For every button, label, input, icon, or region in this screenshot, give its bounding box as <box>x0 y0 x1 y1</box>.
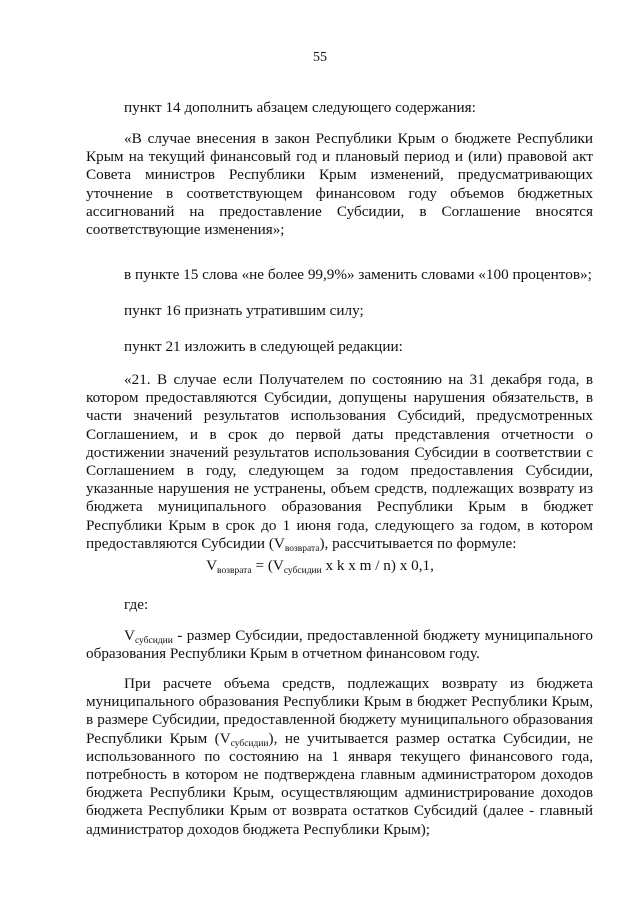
paragraph-2 <box>86 130 593 239</box>
paragraph-4: пункт 16 признать утратившим силу; <box>124 302 364 319</box>
page-number: 55 <box>313 50 327 65</box>
where-label: где: <box>124 596 149 613</box>
paragraph-6-body <box>86 371 593 553</box>
paragraph-8-post: ), не учитывается размер остатка Субсидии, не использованного по состоянию на 1 января текущего финансового года, потребность в котором не подтверждена главным администратором доходов бюджета Республики Крым, осуществляющим администрирование доходов бюджета Республики Крым от возврата остатков Субсидий (далее - главный администратор доходов бюджета Республики Крым); <box>86 729 593 838</box>
paragraph-6-text: «21. В случае если Получателем по состоянию на 31 декабря года, в котором предоставляются Субсидии, допущены нарушения обязательств, в части значений результатов использования Субсидий, предусмотренных Соглашением, и в срок до первой даты представления отчетности о достижении значений результатов использования Субсидии в соответствии с Соглашением в году, следующем за годом предоставления Субсидии, указанные нарушения не устранены, объем средств, подлежащих возврату из бюджета муниципального образования Республики Крым в бюджет Республики Крым в срок до 1 июня года, следующего за годом, в котором предоставляются Субсидии ( <box>86 371 593 552</box>
paragraph-2-text: «В случае внесения в закон Республики Крым о бюджете Республики Крым на текущий финансовый год и плановый период и (или) правовой акт Совета министров Республики Крым изменений, предусматривающих уточнение в соответствующем финансовом году объемов бюджетных ассигнований на предоставление Субсидии, в Соглашение вносятся соответствующие изменения»; <box>86 130 593 239</box>
v-subsidy-def: $V_{субсидии}$ <box>124 627 173 646</box>
paragraph-5: пункт 21 изложить в следующей редакции: <box>124 338 403 355</box>
formula: $V_{возврата} = (V_{субсидии}$ x k x m / n) x 0,1, <box>206 557 434 576</box>
v-return-inline: $V_{возврата}$ <box>273 534 320 554</box>
paragraph-6 <box>86 371 593 553</box>
paragraph-3: в пункте 15 слова «не более 99,9%» заменить словами «100 процентов»; <box>124 266 592 283</box>
definition-subsidy-text: - размер Субсидии, предоставленной бюджету муниципального образования Республики Крым в отчетном финансовом году. <box>86 627 593 663</box>
v-subsidy-inline: $V_{субсидии}$ <box>219 729 269 749</box>
paragraph-8 <box>86 675 593 839</box>
paragraph-6-tail: ), рассчитывается по формуле: <box>319 534 517 552</box>
paragraph-8-pre: При расчете объема средств, подлежащих возврату из бюджета муниципального образования Республики Крым в бюджет Республики Крым, в размере Субсидии, предоставленной бюджету муниципального образования Республики Крым ( <box>86 675 593 747</box>
definition-subsidy <box>86 627 593 663</box>
paragraph-1: пункт 14 дополнить абзацем следующего содержания: <box>124 99 476 116</box>
